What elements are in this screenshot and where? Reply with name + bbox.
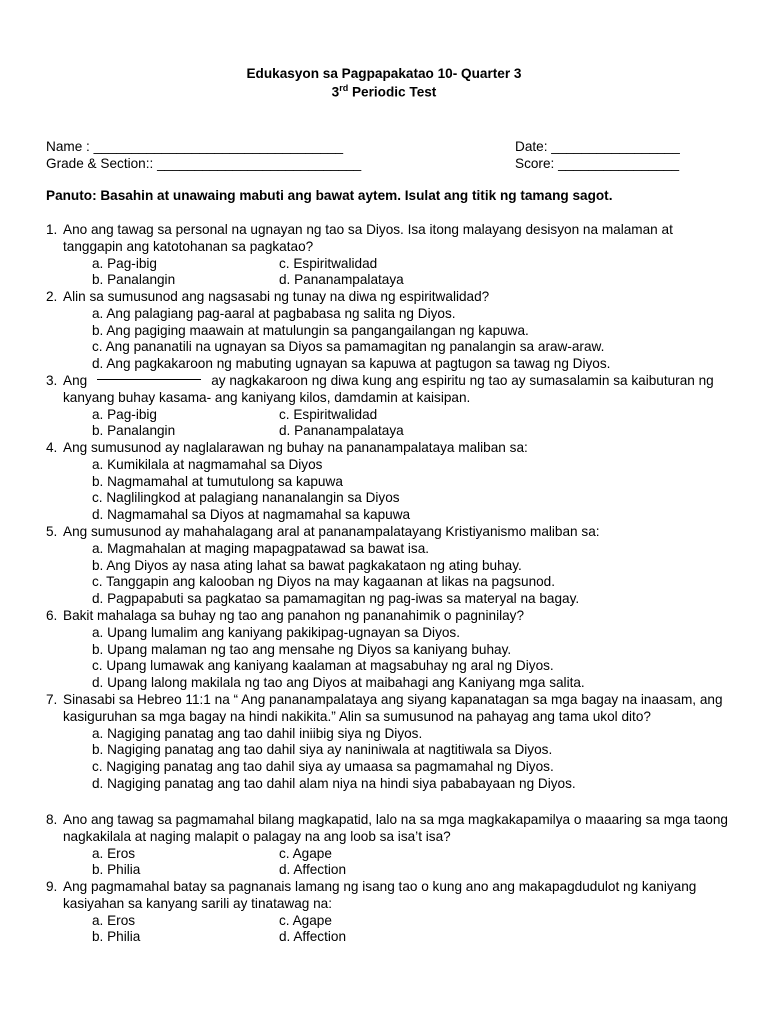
- option-1d: d. Pananampalataya: [279, 272, 404, 288]
- option-8b: b. Philia: [92, 862, 141, 878]
- option-9d: d. Affection: [279, 929, 347, 945]
- question-1: 1. Ano ang tawag sa personal na ugnayan ng tao sa Diyos. Isa itong malayang desisyon na malaman at tanggapin ang katotohanan sa pagkatao? a. Pag-ibig c. Espiritwalidad b. Panalangin d. Pananampalataya: [46, 222, 673, 288]
- option-6c: c. Upang lumawak ang kaniyang kaalaman at magsabuhay ng aral ng Diyos.: [92, 658, 554, 674]
- question-6: 6. Bakit mahalaga sa buhay ng tao ang panahon ng pananahimik o pagninilay? a. Upang lumalim ang kaniyang pakikipag-ugnayan sa Diyos. b. Upang malaman ng tao ang mensahe ng Diyos sa kaniyang buhay. c. Upang lumawak ang kaniyang kaalaman at magsabuhay ng aral ng Diyos. d. Upang lalong makilala ng tao ang Diyos at maibahagi ang Kaniyang mga salita.: [46, 608, 736, 692]
- option-9b: b. Philia: [92, 929, 141, 945]
- option-1a: a. Pag-ibig: [92, 255, 157, 271]
- option-8d: d. Affection: [279, 862, 347, 878]
- option-4c: c. Naglilingkod at palagiang nananalangin sa Diyos: [92, 490, 400, 506]
- answer-blank: [97, 379, 201, 380]
- score-field[interactable]: Score: ________________: [515, 156, 680, 171]
- option-7c: c. Nagiging panatag ang tao dahil siya ay umaasa sa pagmamahal ng Diyos.: [92, 759, 554, 775]
- instructions: Panuto: Basahin at unawaing mabuti ang bawat aytem. Isulat ang titik ng tamang sagot.: [46, 188, 613, 203]
- question-9: 9. Ang pagmamahal batay sa pagnanais lamang ng isang tao o kung ano ang makapagdudulot ng kaniyang kasiyahan sa kanyang sarili ay tinatawag na: a. Eros c. Agape b. Philia d. Affection: [46, 879, 697, 945]
- option-6d: d. Upang lalong makilala ng tao ang Diyos at maibahagi ang Kaniyang mga salita.: [92, 675, 585, 691]
- option-4b: b. Nagmamahal at tumutulong sa kapuwa: [92, 473, 343, 489]
- option-7b: b. Nagiging panatag ang tao dahil siya ay naniniwala at nagtitiwala sa Diyos.: [92, 742, 553, 758]
- question-3: 3. Ang ay nagkakaroon ng diwa kung ang espiritu ng tao ay sumasalamin sa kaibuturan ng kanyang buhay kasama- ang kaniyang kilos, damdamin at kaisipan. a. Pag-ibig c. Espiritwalidad b. Panalangin d. Pananampalataya: [46, 373, 714, 439]
- option-8c: c. Agape: [279, 845, 332, 861]
- option-8a: a. Eros: [92, 845, 136, 861]
- option-5d: d. Pagpapabuti sa pagkatao sa pamamagitan ng pag-iwas sa materyal na bagay.: [92, 591, 580, 607]
- option-9c: c. Agape: [279, 912, 332, 928]
- option-7d: d. Nagiging panatag ang tao dahil alam niya na hindi siya pababayaan ng Diyos.: [92, 775, 576, 791]
- exam-subtitle: 3rd Periodic Test: [331, 83, 437, 100]
- question-4: 4. Ang sumusunod ay naglalarawan ng buhay na pananampalataya maliban sa: a. Kumikilala at nagmamahal sa Diyos b. Nagmamahal at tumutulong sa kapuwa c. Naglilingkod at palagiang nananalangin sa Diyos d. Nagmamahal sa Diyos at nagmamahal sa kapuwa: [46, 440, 736, 524]
- option-4a: a. Kumikilala at nagmamahal sa Diyos: [92, 456, 323, 472]
- option-3b: b. Panalangin: [92, 423, 176, 439]
- question-8: 8. Ano ang tawag sa pagmamahal bilang magkapatid, lalo na sa mga magkakapamilya o maaaring sa mga taong nagkakilala at naging malapit o palagay na ang loob sa isa’t isa? a. Eros c. Agape b. Philia d. Affection: [46, 812, 728, 878]
- option-2c: c. Ang pananatili na ugnayan sa Diyos sa pamamagitan ng panalangin sa araw-araw.: [92, 339, 605, 355]
- option-5b: b. Ang Diyos ay nasa ating lahat sa bawat pagkakataon ng ating buhay.: [92, 557, 522, 573]
- option-6b: b. Upang malaman ng tao ang mensahe ng Diyos sa kaniyang buhay.: [92, 641, 512, 657]
- option-5a: a. Magmahalan at maging mapagpatawad sa bawat isa.: [92, 540, 430, 556]
- question-2: 2. Alin sa sumusunod ang nagsasabi ng tunay na diwa ng espiritwalidad? a. Ang palagiang pag-aaral at pagbabasa ng salita ng Diyos. b. Ang pagiging maawain at matulungin sa pangangailangan ng kapuwa. c. Ang pananatili na ugnayan sa Diyos sa pamamagitan ng panalangin sa araw-araw. d. Ang pagkakaroon ng mabuting ugnayan sa kapuwa at pagtugon sa tawag ng Diyos.: [46, 289, 736, 373]
- option-4d: d. Nagmamahal sa Diyos at nagmamahal sa kapuwa: [92, 507, 411, 523]
- option-2d: d. Ang pagkakaroon ng mabuting ugnayan sa kapuwa at pagtugon sa tawag ng Diyos.: [92, 356, 611, 372]
- option-5c: c. Tanggapin ang kalooban ng Diyos na may kagaanan at likas na pagsunod.: [92, 574, 556, 590]
- option-2b: b. Ang pagiging maawain at matulungin sa pangangailangan ng kapuwa.: [92, 322, 529, 338]
- option-7a: a. Nagiging panatag ang tao dahil iniibig siya ng Diyos.: [92, 725, 423, 741]
- option-2a: a. Ang palagiang pag-aaral at pagbabasa ng salita ng Diyos.: [92, 305, 456, 321]
- name-field[interactable]: Name : _________________________________: [46, 139, 344, 154]
- question-5: 5. Ang sumusunod ay mahahalagang aral at pananampalatayang Kristiyanismo maliban sa: a. Magmahalan at maging mapagpatawad sa bawat isa. b. Ang Diyos ay nasa ating lahat sa bawat pagkakataon ng ating buhay. c. Tanggapin ang kalooban ng Diyos na may kagaanan at likas na pagsunod. d. Pagpapabuti sa pagkatao sa pamamagitan ng pag-iwas sa materyal na bagay.: [46, 524, 736, 608]
- option-3a: a. Pag-ibig: [92, 406, 157, 422]
- option-9a: a. Eros: [92, 912, 136, 928]
- option-1c: c. Espiritwalidad: [279, 255, 378, 271]
- option-3d: d. Pananampalataya: [279, 423, 404, 439]
- option-1b: b. Panalangin: [92, 272, 176, 288]
- option-6a: a. Upang lumalim ang kaniyang pakikipag-ugnayan sa Diyos.: [92, 624, 461, 640]
- exam-title: Edukasyon sa Pagpapakatao 10- Quarter 3: [246, 66, 522, 81]
- option-3c: c. Espiritwalidad: [279, 406, 378, 422]
- date-field[interactable]: Date: _________________: [515, 139, 680, 154]
- question-7: 7. Sinasabi sa Hebreo 11:1 na “ Ang pananampalataya ang siyang kapanatagan sa mga bagay na inaasam, ang kasiguruhan sa mga bagay na hindi nakikita.” Alin sa sumusunod na pahayag ang tama ukol dito? a. Nagiging panatag ang tao dahil iniibig siya ng Diyos. b. Nagiging panatag ang tao dahil siya ay naniniwala at nagtitiwala sa Diyos. c. Nagiging panatag ang tao dahil siya ay umaasa sa pagmamahal ng Diyos. d. Nagiging panatag ang tao dahil alam niya na hindi siya pababayaan ng Diyos.: [46, 692, 736, 793]
- grade-section-field[interactable]: Grade & Section:: ___________________________: [46, 156, 362, 171]
